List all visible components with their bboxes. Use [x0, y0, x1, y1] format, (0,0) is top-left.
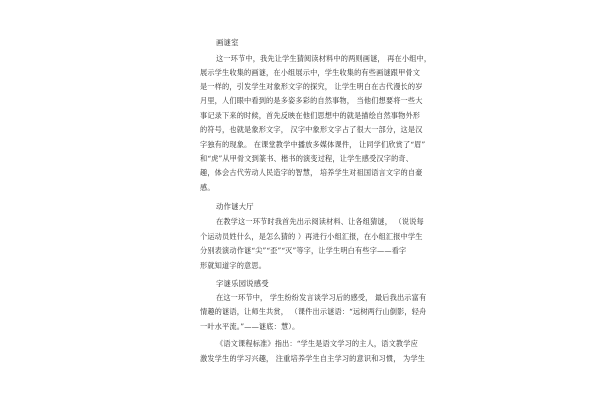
paragraph-line: 个运动员姓什么，是怎么猜的 ）再进行小组汇报，在小组汇报中学生: [200, 232, 423, 241]
paragraph-line: 是一样的，引发学生对象形文字的探究， 让学生明白在古代漫长的岁: [200, 82, 423, 91]
paragraph-line: 字独有的现象。 在课堂教学中播放多媒体课件， 让同学们欣赏了“眉”: [200, 140, 426, 149]
paragraph-line: 分别表演动作谜“尖”“歪”“灭”等字，让学生明白有些字——看字: [200, 246, 407, 255]
paragraph-line: 形就知道字的意思。: [200, 261, 267, 270]
paragraph-line: 月里，人们眼中看到的是多姿多彩的自然事物， 当他们想要将一些大: [200, 96, 423, 105]
paragraph-line: 这一环节中，我先让学生猜阅读材料中的两则画谜， 再在小组中，: [216, 54, 432, 63]
paragraph-line: 展示学生收集的画谜，在小组展示中，学生收集的有些画谜跟甲骨文: [200, 68, 421, 77]
section-heading-picture-riddle-room: 画谜室: [216, 38, 239, 47]
paragraph-line: 一叶水平流。”——谜底：慧）。: [200, 322, 300, 331]
section-heading-word-riddle-park: 字谜乐园说感受: [216, 279, 269, 288]
paragraph-line: 事记录下来的时候，首先反映在他们思想中的就是描绘自然事物外形: [200, 111, 421, 120]
paragraph-line: 趣，体会古代劳动人民造字的智慧， 培养学生对祖国语言文字的自豪: [200, 168, 423, 177]
paragraph-line: 激发学生的学习兴趣， 注重培养学生自主学习的意识和习惯， 为学生: [200, 354, 425, 363]
paragraph-line: 《语文课程标准》指出：“学生是语文学习的主人，语文教学应: [216, 339, 418, 348]
paragraph-line: 的符号，也就是象形文字， 汉字中象形文字占了很大一部分，这是汉: [200, 125, 423, 134]
paragraph-line: 和“虎”从甲骨文到篆书、楷书的演变过程，让学生感受汉字的奇、: [200, 154, 414, 163]
paragraph-line: 在教学这一环节时我首先出示阅读材料、让各组猜谜， （说说每: [216, 217, 424, 226]
paragraph-line: 感。: [200, 183, 215, 192]
section-heading-action-riddle-hall: 动作谜大厅: [216, 202, 254, 211]
paragraph-line: 在这一环节中， 学生纷纷发言谈学习后的感受， 最后我出示富有: [216, 293, 427, 302]
paragraph-line: 情趣的谜语，让师生共赏， （课件出示谜语：“远树两行山倒影，轻舟: [200, 307, 427, 316]
